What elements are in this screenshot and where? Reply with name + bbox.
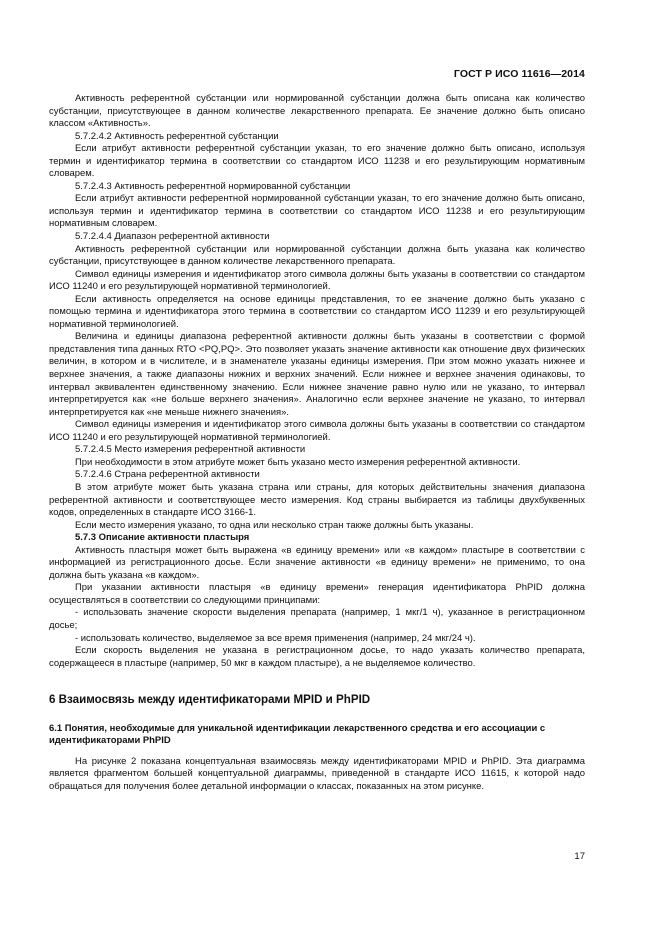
paragraph: Символ единицы измерения и идентификатор этого символа должны быть указаны в соответствии со стандартом ИСО 11240 и его результирующей нормативной терминологией. [49, 419, 585, 443]
clause-heading: 5.7.2.4.5 Место измерения референтной активности [75, 444, 306, 456]
paragraph: Если атрибут активности референтной субстанции указан, то его значение должно быть описано, используя термин и идентификатор термина в соответствии со стандартом ИСО 11238 и его результирующим нормативным словарем. [49, 143, 585, 180]
list-item: - использовать значение скорости выделения препарата (например, 1 мкг/1 ч), указанное в регистрационном досье; [49, 607, 585, 631]
list-item: - использовать количество, выделяемое за все время применения (например, 24 мкг/24 ч). [75, 632, 476, 644]
clause-heading: 5.7.2.4.2 Активность референтной субстанции [75, 130, 279, 142]
paragraph: Активность референтной субстанции или нормированной субстанции должна быть описана как количество субстанции, присутствующее в данном количестве лекарственного препарата. Ее значение должно быть описано классом «Активность». [49, 93, 585, 130]
paragraph: Символ единицы измерения и идентификатор этого символа должны быть указаны в соответствии со стандартом ИСО 11240 и его результирующей нормативной терминологией. [49, 268, 585, 293]
paragraph: При необходимости в этом атрибуте может быть указано место измерения референтной активности. [75, 456, 521, 468]
paragraph: При указании активности пластыря «в единицу времени» генерация идентификатора PhPID должна осуществляться в соответствии со следующими принципами: [49, 582, 585, 606]
clause-heading: 5.7.2.4.4 Диапазон референтной активности [75, 231, 270, 243]
paragraph: Если скорость выделения не указана в регистрационном досье, то надо указать количество препарата, содержащееся в пластыре (например, 50 мкг в каждом пластыре), а не выделяемое количество. [49, 645, 585, 669]
clause-heading: 5.7.2.4.3 Активность референтной нормированной субстанции [75, 180, 351, 192]
page-content [49, 93, 585, 793]
paragraph: Активность пластыря может быть выражена «в единицу времени» или «в каждом» пластыре в соответствии с информацией из регистрационного досье. Если значение активности «в единицу времени» не применимо, то она должна быть указана «в каждом». [49, 544, 585, 581]
paragraph: В этом атрибуте может быть указана страна или страны, для которых действительны значения диапазона референтной активности и соответствующее место измерения. Код страны выбирается из таблицы двухбуквенных кодов, определенных в стандарте ИСО 3166-1. [49, 481, 585, 519]
paragraph: На рисунке 2 показана концептуальная взаимосвязь между идентификаторами MPID и PhPID. Эта диаграмма является фрагментом большей концептуальной диаграммы, приведенной в стандарте ИСО 11615, к которой надо обращаться для получения более детальной информации о классах, показанных на этом рисунке. [49, 755, 585, 792]
section-title: 6 Взаимосвязь между идентификаторами MPID и PhPID [49, 693, 371, 707]
document-header: ГОСТ Р ИСО 11616—2014 [453, 68, 585, 80]
paragraph: Если активность определяется на основе единицы представления, то ее значение должно быть указано с помощью термина и идентификатора этого термина в соответствии со стандартом ИСО 11239 и его результирующей нормативной терминологией. [49, 293, 585, 330]
paragraph: Величина и единицы диапазона референтной активности должны быть указаны в соответствии с формой представления типа данных RTO <PQ,PQ>. Это позволяет указать значение активности как отношение двух физических величин, в котором и в числителе, и в знаменателе указаны единицы измерения. При этом можно указать нижнее и верхнее значения, а также диапазоны нижних и верхних значений. Если нижнее и верхнее значения одинаковы, то интервал эквивалентен единственному значению. Если нижнее значение равно нулю или не указано, то интервал интерпретируется как «не больше верхнего значения». Аналогично если верхнее значение не указано, то интервал интерпретируется как «не меньше нижнего значения». [49, 331, 585, 418]
subsection-title: 6.1 Понятия, необходимые для уникальной идентификации лекарственного средства и его ассоциации с идентификаторами PhPID [49, 723, 546, 747]
paragraph: Если место измерения указано, то одна или несколько стран также должны быть указаны. [75, 519, 474, 531]
clause-heading-bold: 5.7.3 Описание активности пластыря [75, 532, 250, 544]
page-number: 17 [574, 851, 585, 862]
clause-heading: 5.7.2.4.6 Страна референтной активности [75, 469, 260, 481]
paragraph: Активность референтной субстанции или нормированной субстанции должна быть указана как количество субстанции, присутствующее в данном количестве лекарственного препарата. [49, 243, 585, 268]
paragraph: Если атрибут активности референтной нормированной субстанции указан, то его значение должно быть описано, используя термин и идентификатор термина в соответствии со стандартом ИСО 11238 и его результирующим нормативным словарем. [49, 193, 585, 230]
